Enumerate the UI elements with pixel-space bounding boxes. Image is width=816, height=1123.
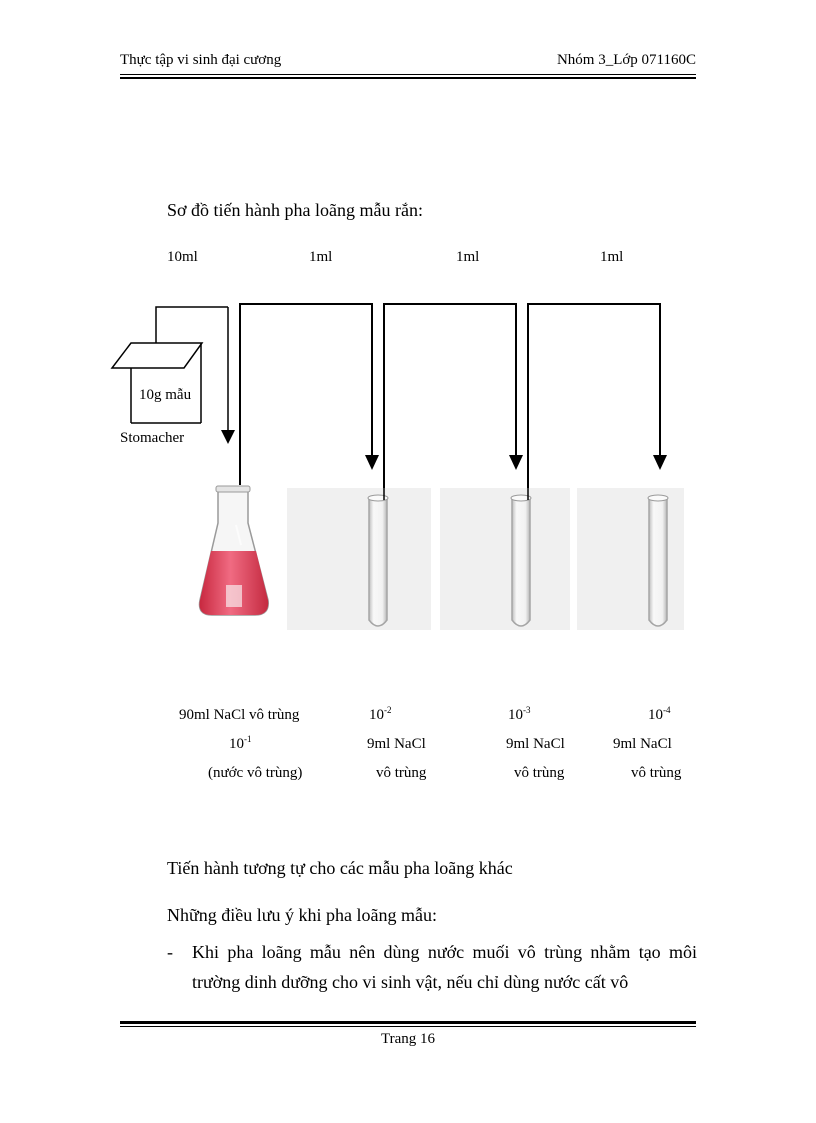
volume-label-3: 1ml — [456, 249, 480, 265]
erlenmeyer-flask-icon — [200, 486, 269, 615]
arrow-transfer-2 — [384, 304, 523, 500]
vessel-1-volume: 90ml NaCl vô trùng — [179, 707, 300, 723]
tube-photo-bg-1 — [287, 488, 431, 630]
test-tube-icon-3 — [648, 495, 668, 626]
vessel-3-note: vô trùng — [514, 765, 565, 781]
sample-label: 10g mẫu — [139, 387, 192, 403]
paragraph-notes-heading: Những điều lưu ý khi pha loãng mẫu: — [167, 905, 437, 925]
stomacher-icon — [112, 307, 228, 423]
volume-label-1: 10ml — [167, 249, 198, 265]
footer-rule-thick — [120, 1021, 696, 1024]
vessel-4-dilution: $10^{-4}$ — [648, 705, 671, 723]
vessel-1-dilution: $10^{-1}$ — [229, 734, 252, 752]
page-number: Trang 16 — [380, 1031, 436, 1047]
vessel-3-volume: 9ml NaCl — [506, 736, 565, 752]
vessel-4-note: vô trùng — [631, 765, 682, 781]
arrow-transfer-3 — [528, 304, 667, 500]
vessel-2-volume: 9ml NaCl — [367, 736, 426, 752]
vessel-1-note: (nước vô trùng) — [208, 765, 303, 781]
vessel-2-dilution: $10^{-2}$ — [369, 705, 392, 723]
section-title: Sơ đồ tiến hành pha loãng mẫu rắn: — [167, 200, 423, 220]
stomacher-label: Stomacher — [120, 430, 185, 446]
bullet-text: Khi pha loãng mẫu nên dùng nước muối vô trùng nhằm tạo môi trường dinh dưỡng cho vi sinh vật, nếu chỉ dùng nước cất vô — [192, 942, 697, 992]
bullet-marker: - — [167, 942, 173, 962]
paragraph-similar-procedure: Tiến hành tương tự cho các mẫu pha loãng khác — [167, 858, 513, 878]
arrow-transfer-1 — [240, 304, 379, 485]
test-tube-icon-2 — [511, 495, 531, 626]
arrow-10ml — [221, 307, 235, 444]
header-left: Thực tập vi sinh đại cương — [120, 52, 282, 68]
vessel-2-note: vô trùng — [376, 765, 427, 781]
volume-label-4: 1ml — [600, 249, 624, 265]
volume-label-2: 1ml — [309, 249, 333, 265]
tube-photo-bg-2 — [440, 488, 570, 630]
test-tube-icon-1 — [368, 495, 388, 626]
vessel-3-dilution: $10^{-3}$ — [508, 705, 531, 723]
vessel-4-volume: 9ml NaCl — [613, 736, 672, 752]
footer-rule — [120, 1026, 696, 1027]
tube-photo-bg-3 — [577, 488, 684, 630]
header-right: Nhóm 3_Lớp 071160C — [556, 52, 696, 68]
